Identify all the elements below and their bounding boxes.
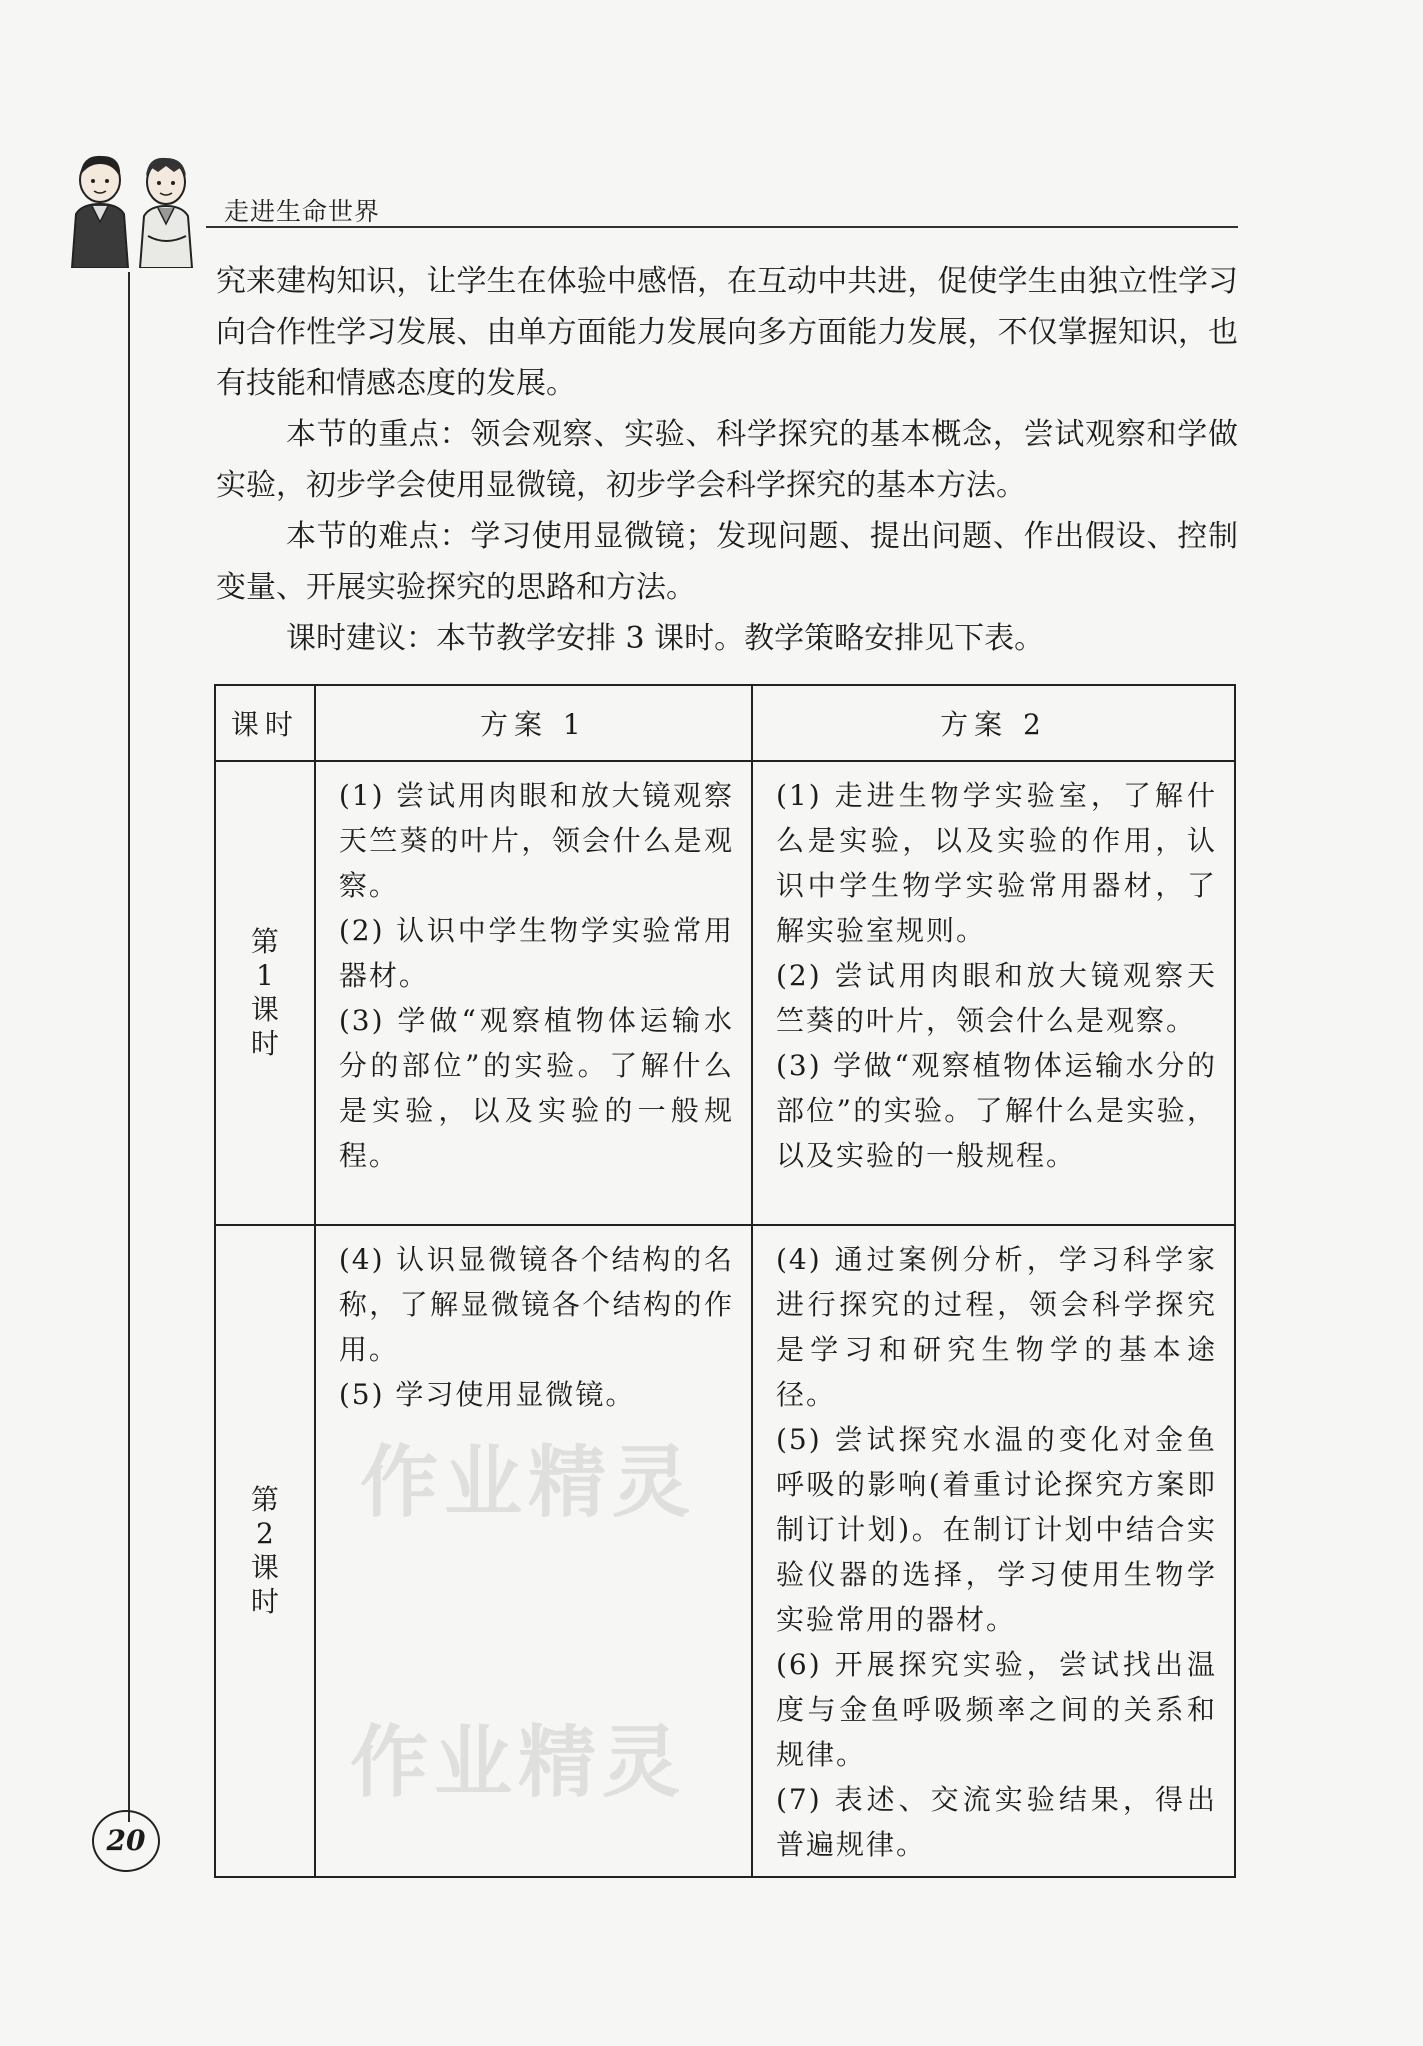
paragraph-difficulties: 本节的难点：学习使用显微镜；发现问题、提出问题、作出假设、控制变量、开展实验探究的思路和方法。 bbox=[216, 519, 1238, 605]
table-header-row bbox=[215, 685, 1235, 761]
watermark: 作业精灵 bbox=[360, 1438, 697, 1528]
table-row bbox=[215, 761, 1235, 1225]
teaching-plan-table bbox=[214, 684, 1236, 1878]
plan1-cell bbox=[315, 761, 752, 1225]
paragraph-continuation: 究来建构知识，让学生在体验中感悟，在互动中共进，促使学生由独立性学习向合作性学习发展、由单方面能力发展向多方面能力发展，不仅掌握知识，也有技能和情感态度的发展。 bbox=[216, 264, 1238, 401]
header-period: 课时 bbox=[215, 685, 315, 761]
plan-item: (7) 表述、交流实验结果，得出普遍规律。 bbox=[775, 1783, 1217, 1861]
page-number: 20 bbox=[92, 1810, 160, 1872]
plan-item: (4) 通过案例分析，学习科学家进行探究的过程，领会科学探究是学习和研究生物学的基本途径。 bbox=[775, 1243, 1217, 1411]
period-label: 第2课时 bbox=[250, 1483, 279, 1618]
plan2-cell bbox=[752, 1225, 1235, 1877]
body-text bbox=[216, 256, 1238, 664]
plan-item: (5) 尝试探究水温的变化对金鱼呼吸的影响(着重讨论探究方案即制订计划)。在制订计划中结合实验仪器的选择，学习使用生物学实验常用的器材。 bbox=[775, 1423, 1217, 1636]
plan-item: (6) 开展探究实验，尝试找出温度与金鱼呼吸频率之间的关系和规律。 bbox=[775, 1648, 1217, 1771]
plan-item: (5) 学习使用显微镜。 bbox=[338, 1378, 636, 1411]
margin-divider bbox=[128, 272, 130, 1822]
header-divider bbox=[206, 226, 1238, 228]
plan-item: (1) 走进生物学实验室，了解什么是实验，以及实验的作用，认识中学生物学实验常用器材，了解实验室规则。 bbox=[775, 779, 1217, 947]
plan-item: (4) 认识显微镜各个结构的名称，了解显微镜各个结构的作用。 bbox=[338, 1243, 734, 1366]
chapter-header-title: 走进生命世界 bbox=[224, 197, 381, 226]
paragraph-key-points: 本节的重点：领会观察、实验、科学探究的基本概念，尝试观察和学做实验，初步学会使用显微镜，初步学会科学探究的基本方法。 bbox=[216, 417, 1238, 503]
plan2-cell bbox=[752, 761, 1235, 1225]
plan-item: (3) 学做“观察植物体运输水分的部位”的实验。了解什么是实验，以及实验的一般规程。 bbox=[775, 1049, 1217, 1172]
period-cell bbox=[215, 1225, 315, 1877]
period-label: 第1课时 bbox=[250, 925, 279, 1060]
plan-item: (1) 尝试用肉眼和放大镜观察天竺葵的叶片，领会什么是观察。 bbox=[338, 779, 734, 902]
header-plan-1: 方案 1 bbox=[315, 685, 752, 761]
period-cell bbox=[215, 761, 315, 1225]
plan-item: (2) 尝试用肉眼和放大镜观察天竺葵的叶片，领会什么是观察。 bbox=[775, 959, 1217, 1037]
plan-item: (2) 认识中学生物学实验常用器材。 bbox=[338, 914, 734, 992]
student-mascot-illustration bbox=[62, 150, 202, 268]
plan-item: (3) 学做“观察植物体运输水分的部位”的实验。了解什么是实验，以及实验的一般规程。 bbox=[338, 1004, 734, 1172]
plan1-cell bbox=[315, 1225, 752, 1877]
paragraph-schedule: 课时建议：本节教学安排 3 课时。教学策略安排见下表。 bbox=[286, 621, 1045, 656]
watermark: 作业精灵 bbox=[350, 1718, 687, 1808]
header-plan-2: 方案 2 bbox=[752, 685, 1235, 761]
table-row bbox=[215, 1225, 1235, 1877]
